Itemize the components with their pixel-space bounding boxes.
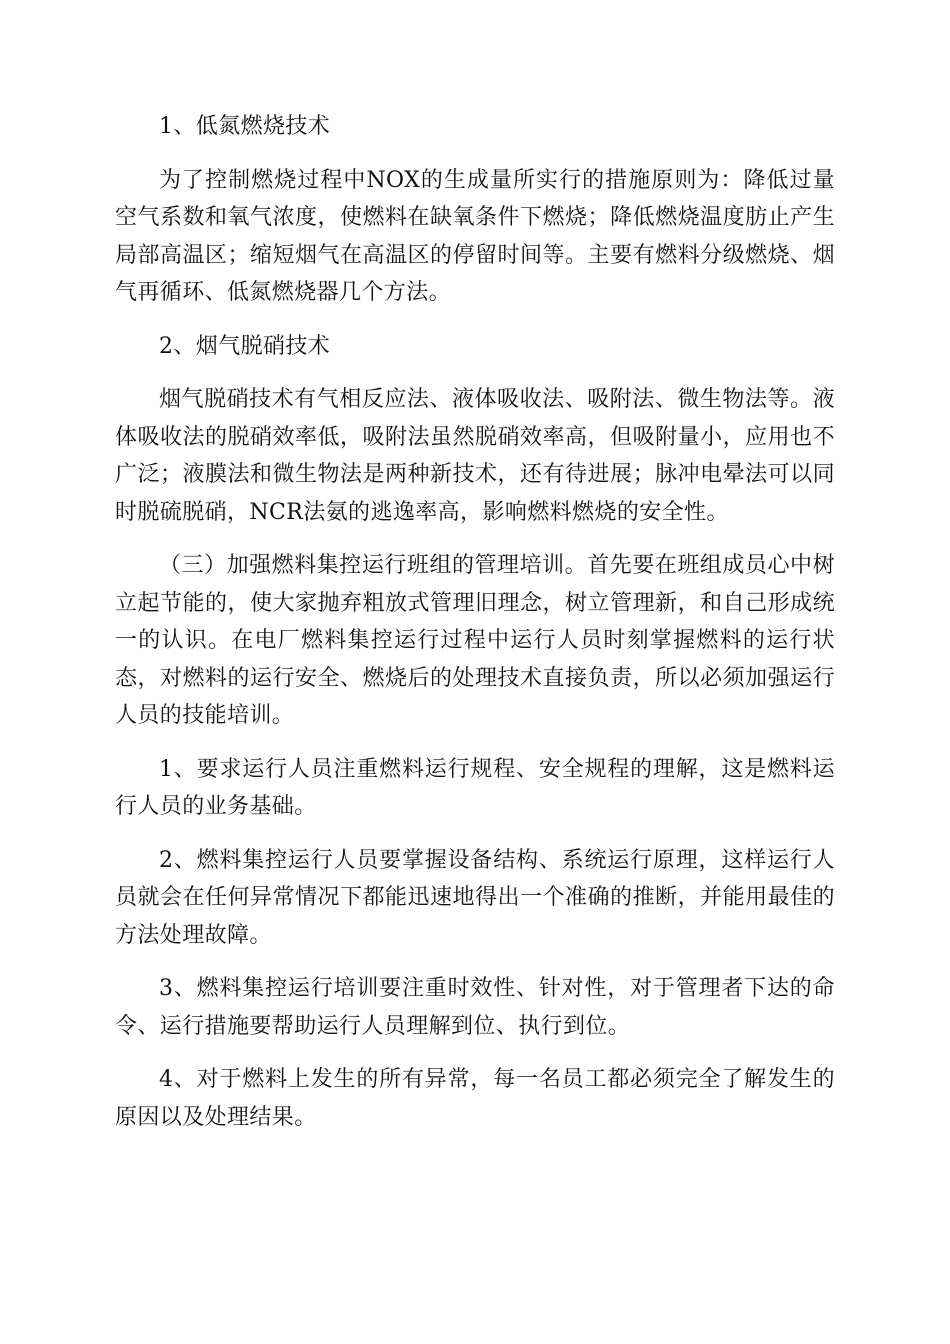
paragraph-low-nitrogen-combustion: 为了控制燃烧过程中NOX的生成量所实行的措施原则为：降低过量空气系数和氧气浓度，使燃料在缺氧条件下燃烧；降低燃烧温度肪止产生局部高温区；缩短烟气在高温区的停留时间等。主要有燃料分级燃烧、烟气再循环、低氮燃烧器几个方法。 xyxy=(115,167,835,305)
paragraph-training-item-4: 4、对于燃料上发生的所有异常，每一名员工都必须完全了解发生的原因以及处理结果。 xyxy=(115,1067,835,1130)
section-heading-flue-gas-denitrification: 2、烟气脱硝技术 xyxy=(159,333,331,359)
document-body xyxy=(115,108,835,1152)
paragraph-training-item-1: 1、要求运行人员注重燃料运行规程、安全规程的理解，这是燃料运行人员的业务基础。 xyxy=(115,756,835,819)
section-heading-low-nitrogen-combustion: 1、低氮燃烧技术 xyxy=(159,114,331,139)
paragraph-team-management-training: （三）加强燃料集控运行班组的管理培训。首先要在班组成员心中树立起节能的，使大家抛弃粗放式管理旧理念，树立管理新，和自己形成统一的认识。在电厂燃料集控运行过程中运行人员时刻掌握燃料的运行状态，对燃料的运行安全、燃烧后的处理技术直接负责，所以必须加强运行人员的技能培训。 xyxy=(115,553,835,728)
paragraph-flue-gas-denitrification: 烟气脱硝技术有气相反应法、液体吸收法、吸附法、微生物法等。液体吸收法的脱硝效率低，吸附法虽然脱硝效率高，但吸附量小，应用也不广泛；液膜法和微生物法是两种新技术，还有待进展；脉冲电晕法可以同时脱硫脱硝，NCR法氨的逃逸率高，影响燃料燃烧的安全性。 xyxy=(115,387,835,525)
paragraph-training-item-2: 2、燃料集控运行人员要掌握设备结构、系统运行原理，这样运行人员就会在任何异常情况下都能迅速地得出一个准确的推断，并能用最佳的方法处理故障。 xyxy=(115,847,835,948)
paragraph-training-item-3: 3、燃料集控运行培训要注重时效性、针对性，对于管理者下达的命令、运行措施要帮助运行人员理解到位、执行到位。 xyxy=(115,976,835,1039)
